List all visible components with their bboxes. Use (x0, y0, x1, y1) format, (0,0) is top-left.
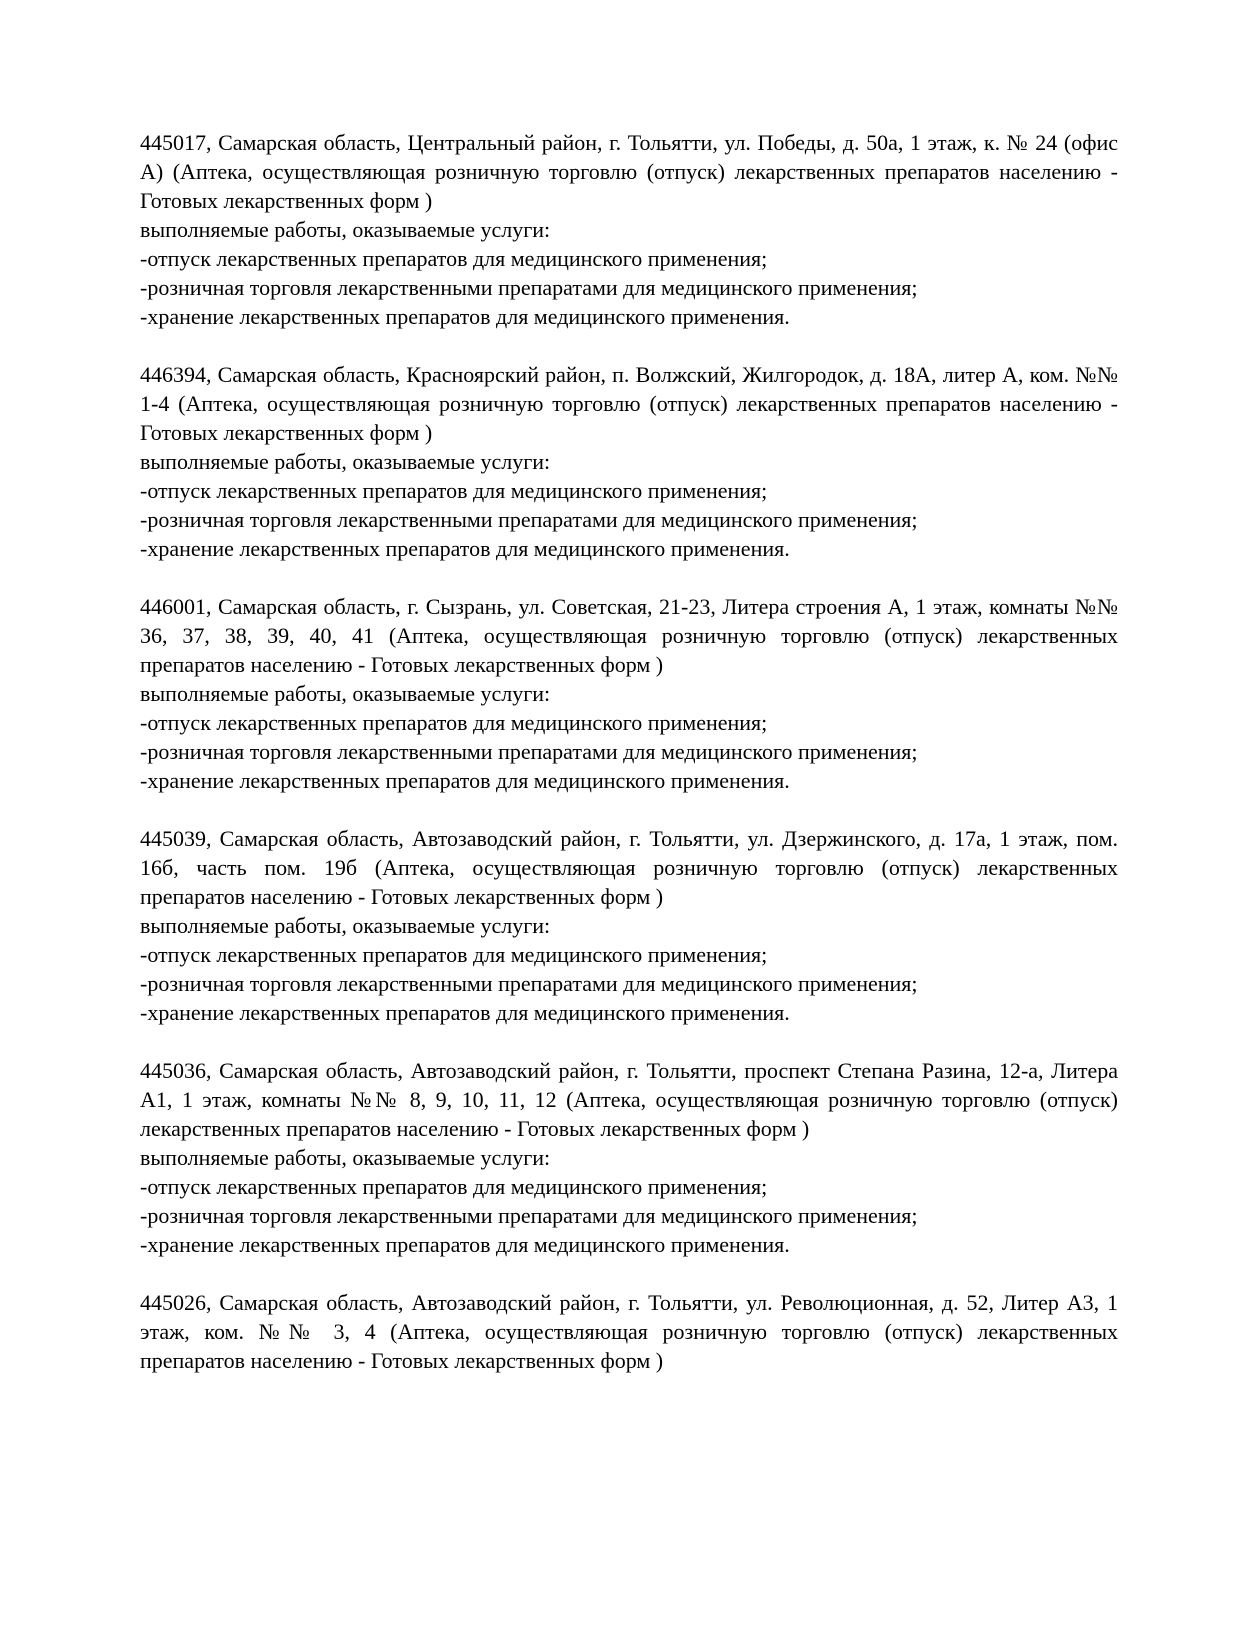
service-item: -отпуск лекарственных препаратов для медицинского применения; (140, 478, 768, 503)
services-header: выполняемые работы, оказываемые услуги: (140, 449, 551, 474)
address-text: 445026, Самарская область, Автозаводский район, г. Тольятти, ул. Революционная, д. 52, Литер А3, 1 этаж, ком. №№ 3, 4 (Аптека, осуществляющая розничную торговлю (отпуск) лекарственных препаратов населению - Готовых лекарственных форм ) (140, 1290, 1118, 1373)
service-item: -розничная торговля лекарственными препаратами для медицинского применения; (140, 971, 918, 996)
services-header: выполняемые работы, оказываемые услуги: (140, 913, 551, 938)
service-item: -розничная торговля лекарственными препаратами для медицинского применения; (140, 275, 918, 300)
address-text: 446394, Самарская область, Красноярский район, п. Волжский, Жилгородок, д. 18А, литер А, ком. №№ 1-4 (Аптека, осуществляющая розничную торговлю (отпуск) лекарственных препаратов населению - Готовых лекарственных форм ) (140, 362, 1118, 445)
service-item: -хранение лекарственных препаратов для медицинского применения. (140, 1232, 790, 1257)
service-item: -отпуск лекарственных препаратов для медицинского применения; (140, 942, 768, 967)
address-text: 445017, Самарская область, Центральный район, г. Тольятти, ул. Победы, д. 50а, 1 этаж, к. № 24 (офис А) (Аптека, осуществляющая розничную торговлю (отпуск) лекарственных препаратов населению - Готовых лекарственных форм ) (140, 130, 1118, 213)
service-item: -розничная торговля лекарственными препаратами для медицинского применения; (140, 739, 918, 764)
services-header: выполняемые работы, оказываемые услуги: (140, 217, 551, 242)
license-address-block (140, 824, 1118, 1027)
license-address-block (140, 1056, 1118, 1259)
service-item: -хранение лекарственных препаратов для медицинского применения. (140, 1000, 790, 1025)
service-item: -розничная торговля лекарственными препаратами для медицинского применения; (140, 507, 918, 532)
license-address-block (140, 360, 1118, 563)
service-item: -отпуск лекарственных препаратов для медицинского применения; (140, 1174, 768, 1199)
service-item: -хранение лекарственных препаратов для медицинского применения. (140, 304, 790, 329)
license-address-block (140, 592, 1118, 795)
address-text: 446001, Самарская область, г. Сызрань, ул. Советская, 21-23, Литера строения А, 1 этаж, комнаты №№ 36, 37, 38, 39, 40, 41 (Аптека, осуществляющая розничную торговлю (отпуск) лекарственных препаратов населению - Готовых лекарственных форм ) (140, 594, 1118, 677)
address-text: 445039, Самарская область, Автозаводский район, г. Тольятти, ул. Дзержинского, д. 17а, 1 этаж, пом. 16б, часть пом. 19б (Аптека, осуществляющая розничную торговлю (отпуск) лекарственных препаратов населению - Готовых лекарственных форм ) (140, 826, 1118, 909)
service-item: -хранение лекарственных препаратов для медицинского применения. (140, 536, 790, 561)
license-address-block (140, 1288, 1118, 1375)
service-item: -розничная торговля лекарственными препаратами для медицинского применения; (140, 1203, 918, 1228)
service-item: -отпуск лекарственных препаратов для медицинского применения; (140, 710, 768, 735)
services-header: выполняемые работы, оказываемые услуги: (140, 1145, 551, 1170)
services-header: выполняемые работы, оказываемые услуги: (140, 681, 551, 706)
service-item: -отпуск лекарственных препаратов для медицинского применения; (140, 246, 768, 271)
service-item: -хранение лекарственных препаратов для медицинского применения. (140, 768, 790, 793)
license-address-block (140, 128, 1118, 331)
address-text: 445036, Самарская область, Автозаводский район, г. Тольятти, проспект Степана Разина, 12-а, Литера А1, 1 этаж, комнаты №№ 8, 9, 10, 11, 12 (Аптека, осуществляющая розничную торговлю (отпуск) лекарственных препаратов населению - Готовых лекарственных форм ) (140, 1058, 1118, 1141)
